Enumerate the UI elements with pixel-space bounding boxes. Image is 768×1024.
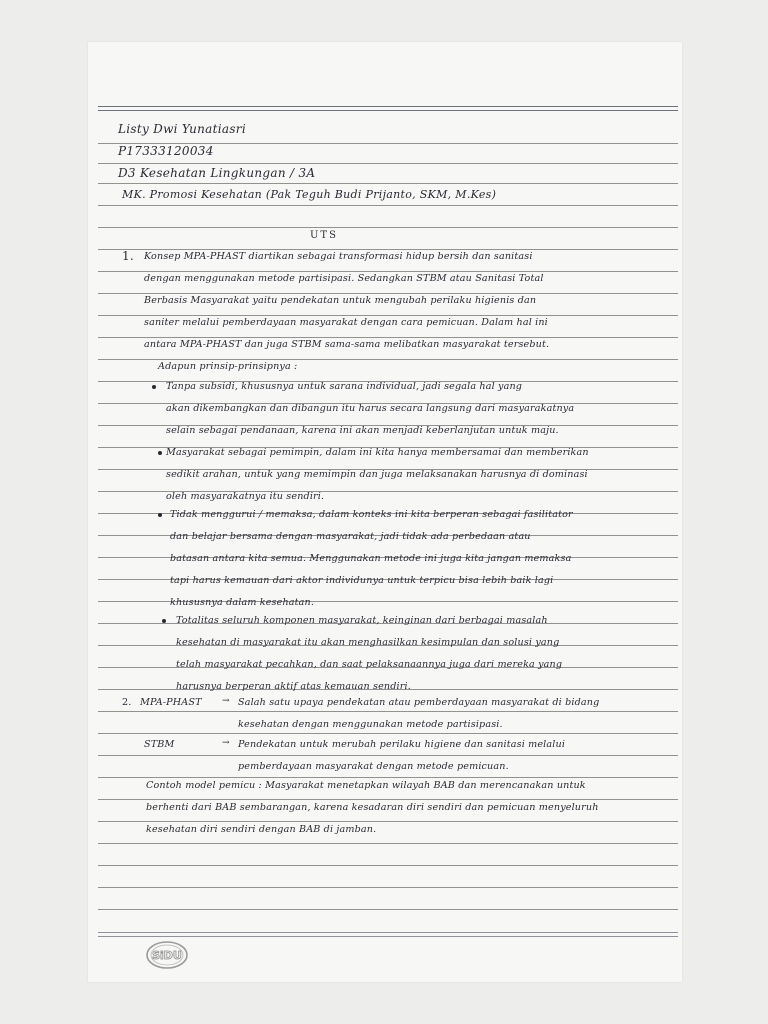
bullet-line: kesehatan di masyarakat itu akan menghasilkan kesimpulan dan solusi yang <box>176 637 560 648</box>
bullet-dot <box>158 513 162 517</box>
bullet-line: Masyarakat sebagai pemimpin, dalam ini kita hanya membersamai dan memberikan <box>166 447 589 458</box>
example-line: berhenti dari BAB sembarangan, karena kesadaran diri sendiri dan pemicuan menyeluruh <box>146 802 599 813</box>
q1-line: dengan menggunakan metode partisipasi. Sedangkan STBM atau Sanitasi Total <box>144 273 544 284</box>
ruled-line <box>98 909 678 910</box>
ruled-line <box>98 293 678 294</box>
example-line: kesehatan diri sendiri dengan BAB di jamban. <box>146 824 377 835</box>
definition-line: pemberdayaan masyarakat dengan metode pemicuan. <box>238 761 509 772</box>
bullet-line: Tidak menggurui / memaksa, dalam konteks ini kita berperan sebagai fasilitator <box>170 509 573 520</box>
ruled-line <box>98 359 678 360</box>
q1-line: saniter melalui pemberdayaan masyarakat dengan cara pemicuan. Dalam hal ini <box>144 317 548 328</box>
definition-line: Pendekatan untuk merubah perilaku higiene dan sanitasi melalui <box>238 739 566 750</box>
q1-line: Adapun prinsip-prinsipnya : <box>158 361 298 372</box>
ruled-line <box>98 865 678 866</box>
ruled-line <box>98 821 678 822</box>
definition-line: Salah satu upaya pendekatan atau pemberdayaan masyarakat di bidang <box>238 697 600 708</box>
term-mpa-phast: MPA-PHAST <box>140 697 202 708</box>
notebook-page <box>88 42 682 982</box>
bullet-line: selain sebagai pendanaan, karena ini akan menjadi keberlanjutan untuk maju. <box>166 425 559 436</box>
ruled-line <box>98 106 678 107</box>
question-2-number: 2. <box>122 697 132 708</box>
ruled-line <box>98 163 678 164</box>
bullet-line: Tanpa subsidi, khususnya untuk sarana individual, jadi segala hal yang <box>166 381 523 392</box>
ruled-line <box>98 932 678 933</box>
ruled-line <box>98 249 678 250</box>
sidu-logo <box>145 940 189 970</box>
q1-line: Konsep MPA-PHAST diartikan sebagai transformasi hidup bersih dan sanitasi <box>144 251 533 262</box>
course-name: MK. Promosi Kesehatan (Pak Teguh Budi Prijanto, SKM, M.Kes) <box>122 188 497 201</box>
question-1-number: 1. <box>122 249 135 263</box>
ruled-line <box>98 936 678 937</box>
example-line: Contoh model pemicu : Masyarakat menetapkan wilayah BAB dan merencanakan untuk <box>146 780 586 791</box>
ruled-line <box>98 755 678 756</box>
ruled-line <box>98 110 678 111</box>
bullet-dot <box>162 619 166 623</box>
bullet-line: sedikit arahan, untuk yang memimpin dan juga melaksanakan harusnya di dominasi <box>166 469 588 480</box>
ruled-line <box>98 711 678 712</box>
ruled-line <box>98 887 678 888</box>
student-name: Listy Dwi Yunatiasri <box>118 122 246 136</box>
ruled-line <box>98 183 678 184</box>
bullet-dot <box>152 385 156 389</box>
ruled-line <box>98 227 678 228</box>
definition-line: kesehatan dengan menggunakan metode partisipasi. <box>238 719 503 730</box>
bullet-line: khususnya dalam kesehatan. <box>170 597 315 608</box>
q1-line: Berbasis Masyarakat yaitu pendekatan untuk mengubah perilaku higienis dan <box>144 295 537 306</box>
bullet-line: oleh masyarakatnya itu sendiri. <box>166 491 325 502</box>
term-stbm: STBM <box>144 739 175 750</box>
exam-title: UTS <box>310 230 338 241</box>
student-id: P17333120034 <box>118 144 214 158</box>
arrow-icon: → <box>222 738 230 748</box>
bullet-line: tapi harus kemauan dari aktor individunya untuk terpicu bisa lebih baik lagi <box>170 575 554 586</box>
q1-line: antara MPA-PHAST dan juga STBM sama-sama melibatkan masyarakat tersebut. <box>144 339 550 350</box>
ruled-line <box>98 733 678 734</box>
ruled-line <box>98 205 678 206</box>
ruled-line <box>98 843 678 844</box>
ruled-line <box>98 799 678 800</box>
ruled-line <box>98 271 678 272</box>
arrow-icon: → <box>222 696 230 706</box>
study-program: D3 Kesehatan Lingkungan / 3A <box>118 166 316 180</box>
bullet-dot <box>158 451 162 455</box>
bullet-line: harusnya berperan aktif atas kemauan sendiri. <box>176 681 411 692</box>
bullet-line: akan dikembangkan dan dibangun itu harus secara langsung dari masyarakatnya <box>166 403 575 414</box>
bullet-line: telah masyarakat pecahkan, dan saat pelaksanaannya juga dari mereka yang <box>176 659 563 670</box>
sidu-logo-text: SiDU <box>152 949 182 962</box>
bullet-line: Totalitas seluruh komponen masyarakat, keinginan dari berbagai masalah <box>176 615 548 626</box>
bullet-line: batasan antara kita semua. Menggunakan metode ini juga kita jangan memaksa <box>170 553 572 564</box>
bullet-line: dan belajar bersama dengan masyarakat, jadi tidak ada perbedaan atau <box>170 531 531 542</box>
ruled-line <box>98 777 678 778</box>
ruled-line <box>98 337 678 338</box>
ruled-line <box>98 315 678 316</box>
